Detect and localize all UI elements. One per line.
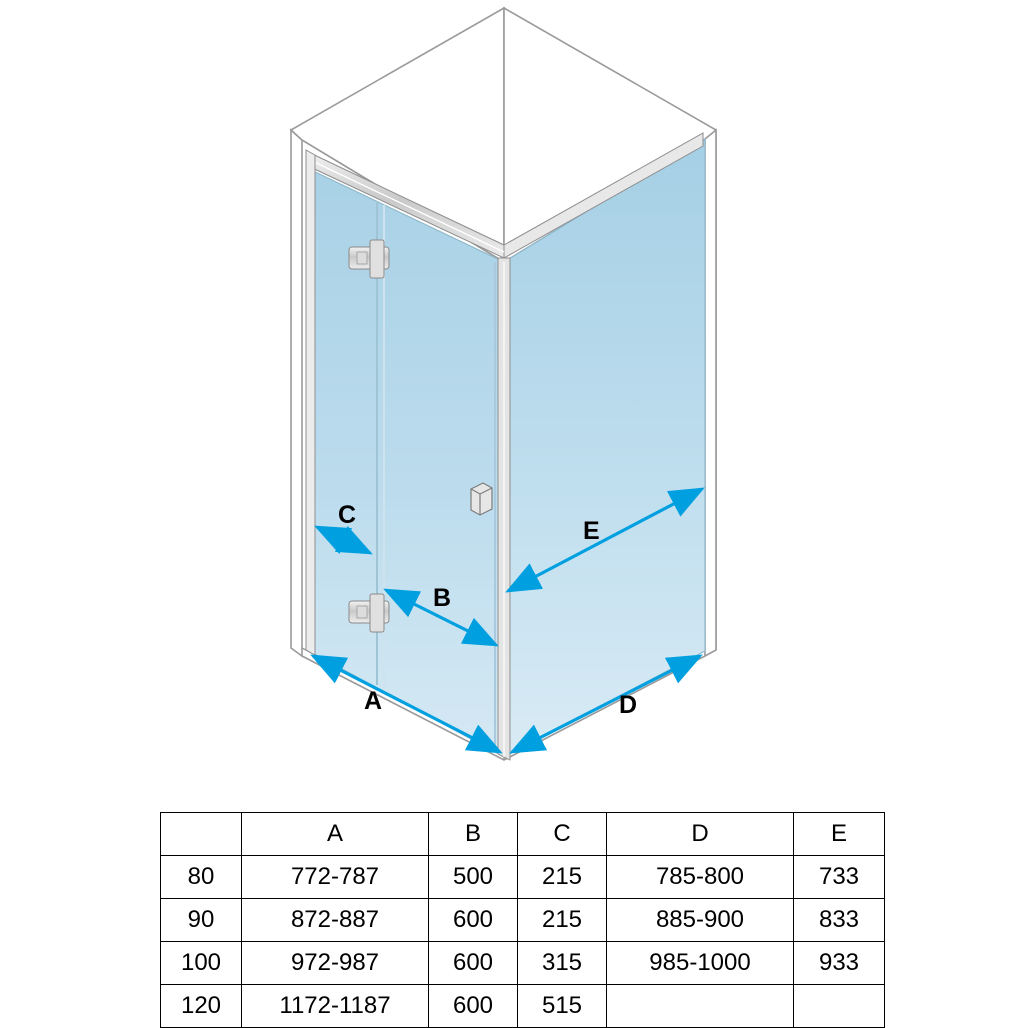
cell-b: 600 [429, 985, 518, 1028]
table-row [161, 856, 885, 899]
cell-c: 515 [518, 985, 607, 1028]
table-row [161, 942, 885, 985]
cell-e: 933 [794, 942, 885, 985]
header-c: C [518, 813, 607, 856]
cell-size: 120 [161, 985, 242, 1028]
cell-c: 215 [518, 856, 607, 899]
corner-post [498, 258, 510, 760]
cell-a: 872-887 [242, 899, 429, 942]
door-handle-icon [471, 483, 492, 515]
header-size [161, 813, 242, 856]
cell-e: 833 [794, 899, 885, 942]
dimension-label-D: D [619, 691, 638, 719]
cell-b: 600 [429, 899, 518, 942]
cell-e [794, 985, 885, 1028]
cell-d: 885-900 [607, 899, 794, 942]
header-d: D [607, 813, 794, 856]
dimension-label-B: B [433, 584, 452, 612]
header-e: E [794, 813, 885, 856]
cell-b: 600 [429, 942, 518, 985]
cell-d: 985-1000 [607, 942, 794, 985]
table-row [161, 985, 885, 1028]
cell-d [607, 985, 794, 1028]
dimension-table [160, 812, 885, 1028]
cell-e: 733 [794, 856, 885, 899]
header-b: B [429, 813, 518, 856]
cell-size: 100 [161, 942, 242, 985]
cell-a: 1172-1187 [242, 985, 429, 1028]
cell-size: 80 [161, 856, 242, 899]
cell-b: 500 [429, 856, 518, 899]
table-row [161, 899, 885, 942]
table-header-row [161, 813, 885, 856]
cell-c: 215 [518, 899, 607, 942]
cell-a: 772-787 [242, 856, 429, 899]
dimension-label-E: E [583, 517, 600, 545]
left-post [306, 150, 315, 655]
dimension-label-C: C [338, 501, 357, 529]
cell-d: 785-800 [607, 856, 794, 899]
cell-a: 972-987 [242, 942, 429, 985]
header-a: A [242, 813, 429, 856]
cell-size: 90 [161, 899, 242, 942]
cell-c: 315 [518, 942, 607, 985]
dimension-label-A: A [364, 687, 383, 715]
